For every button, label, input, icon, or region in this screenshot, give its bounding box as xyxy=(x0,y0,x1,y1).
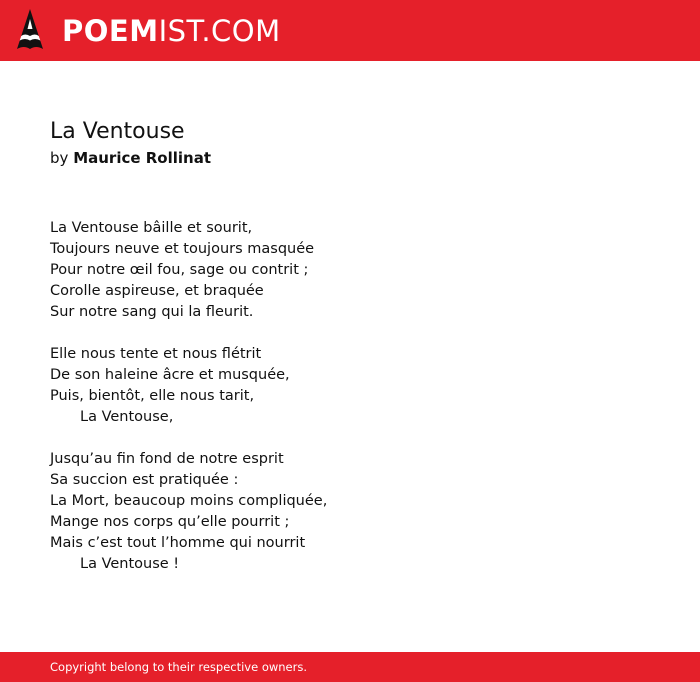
poem-refrain: La Ventouse ! xyxy=(80,556,180,572)
poem-line: Toujours neuve et toujours masquée xyxy=(50,241,315,257)
site-footer xyxy=(0,652,700,682)
site-logo[interactable] xyxy=(62,12,281,50)
poem-line: Mais c’est tout l’homme qui nourrit xyxy=(50,535,306,551)
poem-body xyxy=(50,218,670,575)
poem-line: Jusqu’au fin fond de notre esprit xyxy=(50,451,284,467)
site-header xyxy=(0,0,700,61)
poem-refrain: La Ventouse, xyxy=(80,409,174,425)
poem-line: La Ventouse bâille et sourit, xyxy=(50,220,253,236)
stanza-1 xyxy=(50,218,670,323)
poem-line: Mange nos corps qu’elle pourrit ; xyxy=(50,514,290,530)
poem-title: La Ventouse xyxy=(50,119,185,144)
poem-line: Sur notre sang qui la fleurit. xyxy=(50,304,254,320)
poem-line: La Mort, beaucoup moins compliquée, xyxy=(50,493,328,509)
author-name[interactable]: Maurice Rollinat xyxy=(73,149,211,167)
poem-content xyxy=(50,118,670,596)
poem-line: De son haleine âcre et musquée, xyxy=(50,367,290,383)
poem-line: Corolle aspireuse, et braquée xyxy=(50,283,264,299)
pencil-icon[interactable] xyxy=(17,9,43,52)
brand-bold-text: POEM xyxy=(62,14,159,48)
stanza-2 xyxy=(50,344,670,428)
poem-line: Elle nous tente et nous flétrit xyxy=(50,346,262,362)
poem-byline xyxy=(50,148,670,168)
brand-light-text: IST.COM xyxy=(158,14,281,48)
poem-line: Pour notre œil fou, sage ou contrit ; xyxy=(50,262,309,278)
poem-line: Sa succion est pratiquée : xyxy=(50,472,239,488)
by-label: by xyxy=(50,149,69,167)
stanza-3 xyxy=(50,449,670,575)
poem-line: Puis, bientôt, elle nous tarit, xyxy=(50,388,255,404)
copyright-text: Copyright belong to their respective owners. xyxy=(50,660,308,674)
